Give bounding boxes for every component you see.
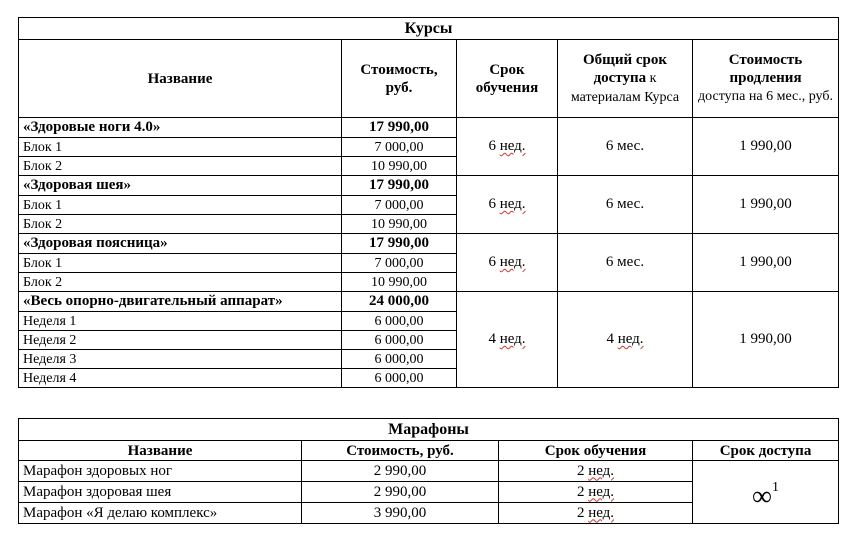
- block-price: 7 000,00: [342, 138, 457, 157]
- course-access: 6 мес.: [558, 118, 693, 176]
- week-name: Неделя 1: [19, 312, 342, 331]
- block-name: Блок 2: [19, 273, 342, 292]
- block-price: 10 990,00: [342, 215, 457, 234]
- block-price: 10 990,00: [342, 157, 457, 176]
- course-name: «Здоровая шея»: [19, 176, 342, 196]
- block-name: Блок 1: [19, 196, 342, 215]
- course-duration: 4 нед.: [457, 292, 558, 388]
- course-name: «Весь опорно-двигательный аппарат»: [19, 292, 342, 312]
- course-duration: 6 нед.: [457, 176, 558, 234]
- week-price: 6 000,00: [342, 331, 457, 350]
- course-price: 17 990,00: [342, 234, 457, 254]
- block-name: Блок 1: [19, 138, 342, 157]
- table-row: [19, 234, 839, 254]
- course-name: «Здоровые ноги 4.0»: [19, 118, 342, 138]
- course-duration: 6 нед.: [457, 118, 558, 176]
- courses-header-price: Стоимость, руб.: [342, 40, 457, 118]
- week-name: Неделя 4: [19, 369, 342, 388]
- course-duration: 6 нед.: [457, 234, 558, 292]
- marathon-name: Марафон «Я делаю комплекс»: [19, 503, 302, 524]
- course-access: 6 мес.: [558, 176, 693, 234]
- marathons-header-price: Стоимость, руб.: [302, 441, 499, 461]
- week-price: 6 000,00: [342, 312, 457, 331]
- marathon-name: Марафон здоровых ног: [19, 461, 302, 482]
- marathon-duration: 2 нед.: [499, 461, 693, 482]
- table-row: [19, 292, 839, 312]
- course-price: 17 990,00: [342, 176, 457, 196]
- marathon-price: 2 990,00: [302, 461, 499, 482]
- course-access: 6 мес.: [558, 234, 693, 292]
- marathons-header-access: Срок доступа: [693, 441, 839, 461]
- marathons-title: Марафоны: [19, 419, 839, 441]
- block-name: Блок 1: [19, 254, 342, 273]
- marathon-duration: 2 нед.: [499, 503, 693, 524]
- block-price: 7 000,00: [342, 196, 457, 215]
- block-price: 7 000,00: [342, 254, 457, 273]
- marathon-price: 2 990,00: [302, 482, 499, 503]
- marathon-access: [693, 461, 839, 524]
- week-price: 6 000,00: [342, 369, 457, 388]
- course-renewal: 1 990,00: [693, 234, 839, 292]
- marathons-header-duration: Срок обучения: [499, 441, 693, 461]
- marathons-table: [18, 418, 839, 524]
- courses-header-renewal: Стоимость продления доступа на 6 мес., руб.: [693, 40, 839, 118]
- courses-header-access: Общий срок доступа к материалам Курса: [558, 40, 693, 118]
- marathons-header-name: Название: [19, 441, 302, 461]
- course-renewal: 1 990,00: [693, 118, 839, 176]
- marathon-price: 3 990,00: [302, 503, 499, 524]
- courses-header-duration: Срок обучения: [457, 40, 558, 118]
- courses-header-name: Название: [19, 40, 342, 118]
- table-row: [19, 461, 839, 482]
- marathon-name: Марафон здоровая шея: [19, 482, 302, 503]
- course-price: 17 990,00: [342, 118, 457, 138]
- block-price: 10 990,00: [342, 273, 457, 292]
- footnote-marker: 1: [772, 480, 779, 495]
- table-row: [19, 118, 839, 138]
- marathon-duration: 2 нед.: [499, 482, 693, 503]
- courses-title: Курсы: [19, 18, 839, 40]
- courses-table: [18, 17, 839, 388]
- course-access: 4 нед.: [558, 292, 693, 388]
- course-renewal: 1 990,00: [693, 292, 839, 388]
- course-renewal: 1 990,00: [693, 176, 839, 234]
- block-name: Блок 2: [19, 157, 342, 176]
- block-name: Блок 2: [19, 215, 342, 234]
- course-price: 24 000,00: [342, 292, 457, 312]
- week-price: 6 000,00: [342, 350, 457, 369]
- table-row: [19, 176, 839, 196]
- infinity-icon: ∞: [752, 481, 772, 512]
- week-name: Неделя 3: [19, 350, 342, 369]
- course-name: «Здоровая поясница»: [19, 234, 342, 254]
- week-name: Неделя 2: [19, 331, 342, 350]
